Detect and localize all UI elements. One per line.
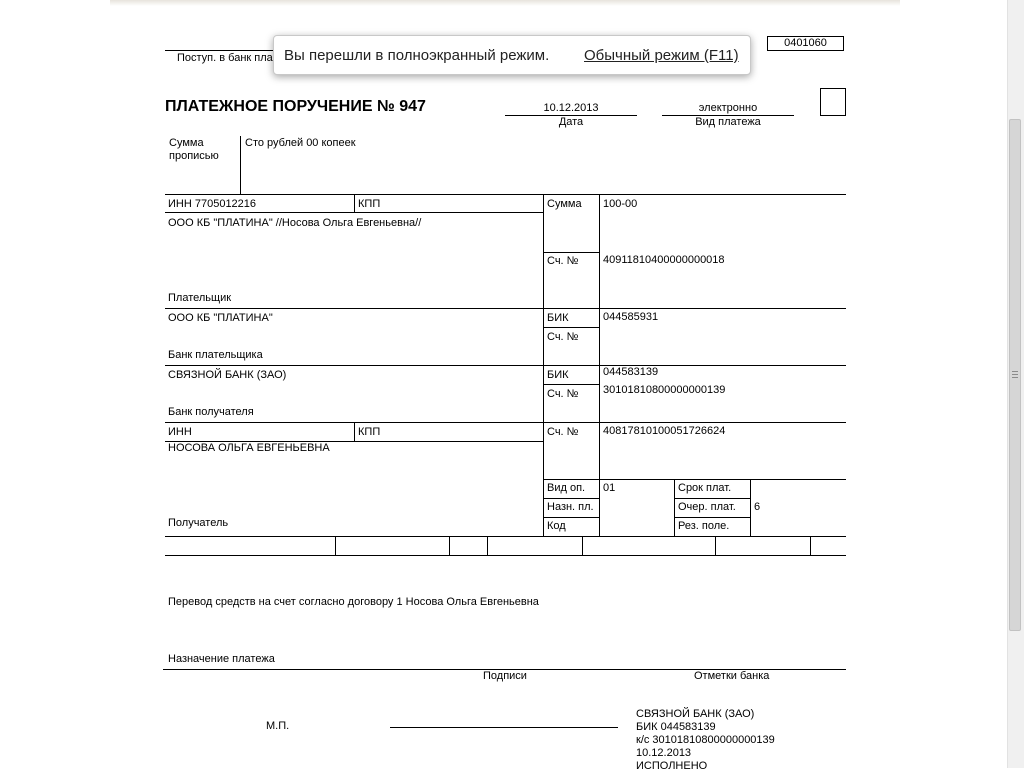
order-label: Очер. плат. xyxy=(678,501,736,513)
tax-row-line xyxy=(165,555,846,556)
grid-line xyxy=(674,517,750,518)
fullscreen-notice-message: Вы перешли в полноэкранный режим. xyxy=(284,47,550,64)
payment-type-value: электронно xyxy=(698,102,758,114)
payer-bank-account-label: Сч. № xyxy=(547,331,579,343)
purpose-text: Перевод средств на счет согласно договору 1 Носова Ольга Евгеньевна xyxy=(168,596,539,608)
recipient-label: Получатель xyxy=(168,517,229,529)
payer-account-label: Сч. № xyxy=(547,255,579,267)
payer-kpp-label: КПП xyxy=(358,198,381,210)
bank-stamp-line4: 10.12.2013 xyxy=(636,747,692,759)
scrollbar-grip-icon xyxy=(1012,371,1018,372)
recipient-bank-bik-value: 044583139 xyxy=(603,366,659,378)
signatures-label: Подписи xyxy=(483,670,527,682)
recipient-bank-name: СВЯЗНОЙ БАНК (ЗАО) xyxy=(168,369,287,381)
grid-line xyxy=(165,536,846,537)
reserve-label: Рез. поле. xyxy=(678,520,730,532)
payer-bank-bik-value: 044585931 xyxy=(603,311,659,323)
recipient-kpp-label: КПП xyxy=(358,426,381,438)
payer-name: ООО КБ "ПЛАТИНА" //Носова Ольга Евгеньевна// xyxy=(168,217,422,229)
recipient-bank-account-label: Сч. № xyxy=(547,388,579,400)
term-label: Срок плат. xyxy=(678,482,732,494)
status-box xyxy=(820,88,846,116)
payer-inn: ИНН 7705012216 xyxy=(168,198,257,210)
grid-line xyxy=(674,498,750,499)
tax-row-divider xyxy=(582,536,583,555)
bank-stamp-line2: БИК 044583139 xyxy=(636,721,716,733)
grid-line xyxy=(543,384,599,385)
grid-line xyxy=(165,308,846,309)
payer-label: Плательщик xyxy=(168,292,232,304)
grid-line xyxy=(750,479,751,536)
grid-line xyxy=(354,422,355,441)
amount-words-label-1: Сумма xyxy=(169,137,204,149)
recipient-bank-account-value: 30101810800000000139 xyxy=(603,384,726,396)
recipient-name: НОСОВА ОЛЬГА ЕВГЕНЬЕВНА xyxy=(168,442,330,454)
payer-bank-label: Банк плательщика xyxy=(168,349,263,361)
exit-fullscreen-link[interactable]: Обычный режим (F11) xyxy=(584,47,739,64)
order-value: 6 xyxy=(754,501,761,513)
fullscreen-notice xyxy=(273,35,751,75)
date-value: 10.12.2013 xyxy=(543,102,599,114)
recipient-inn-label: ИНН xyxy=(168,426,192,438)
payer-account-value: 40911810400000000018 xyxy=(603,254,725,266)
recipient-bank-label: Банк получателя xyxy=(168,406,254,418)
amount-words-label-2: прописью xyxy=(169,150,219,162)
received-label: Поступ. в банк пла xyxy=(177,52,273,64)
payer-bank-bik-label: БИК xyxy=(547,312,569,324)
grid-line xyxy=(165,212,543,213)
grid-line xyxy=(543,479,846,480)
tax-row-divider xyxy=(449,536,450,555)
grid-line xyxy=(165,422,846,423)
scrollbar-grip-icon xyxy=(1012,377,1018,378)
bank-stamp-line3: к/с 30101810800000000139 xyxy=(636,734,775,746)
op-type-label: Вид оп. xyxy=(547,482,586,494)
tax-row-divider xyxy=(335,536,336,555)
op-type-value: 01 xyxy=(603,482,616,494)
scrollbar-grip-icon xyxy=(1012,374,1018,375)
date-label: Дата xyxy=(558,116,584,128)
grid-line xyxy=(543,252,599,253)
form-code: 0401060 xyxy=(784,37,827,49)
recipient-account-value: 40817810100051726624 xyxy=(603,425,726,437)
stamp-label: М.П. xyxy=(266,720,290,732)
amount-words-value: Сто рублей 00 копеек xyxy=(245,137,356,149)
bank-marks-label: Отметки банка xyxy=(694,670,770,682)
payer-bank-name: ООО КБ "ПЛАТИНА" xyxy=(168,312,273,324)
sum-label: Сумма xyxy=(547,198,582,210)
amount-words-divider xyxy=(240,136,241,194)
received-line xyxy=(165,50,275,51)
purpose-code-label: Назн. пл. xyxy=(547,501,594,513)
grid-line xyxy=(543,517,599,518)
grid-line xyxy=(354,194,355,212)
grid-line xyxy=(674,479,675,536)
sum-value: 100-00 xyxy=(603,198,638,210)
bank-stamp-line1: СВЯЗНОЙ БАНК (ЗАО) xyxy=(636,708,755,720)
tax-row-divider xyxy=(715,536,716,555)
document-title: ПЛАТЕЖНОЕ ПОРУЧЕНИЕ № 947 xyxy=(165,98,426,115)
tax-row-divider xyxy=(810,536,811,555)
grid-line xyxy=(165,365,846,366)
purpose-label: Назначение платежа xyxy=(168,653,275,665)
grid-line xyxy=(543,498,599,499)
tax-row-divider xyxy=(487,536,488,555)
scrollbar-thumb[interactable] xyxy=(1009,119,1021,631)
grid-line xyxy=(165,194,846,195)
signature-line xyxy=(390,727,618,728)
page-top-shadow xyxy=(110,0,900,6)
bank-stamp-line5: ИСПОЛНЕНО xyxy=(636,760,708,772)
recipient-account-label: Сч. № xyxy=(547,426,579,438)
recipient-bank-bik-label: БИК xyxy=(547,369,569,381)
code-label: Код xyxy=(547,520,566,532)
grid-line xyxy=(543,327,599,328)
payment-type-label: Вид платежа xyxy=(695,116,761,128)
